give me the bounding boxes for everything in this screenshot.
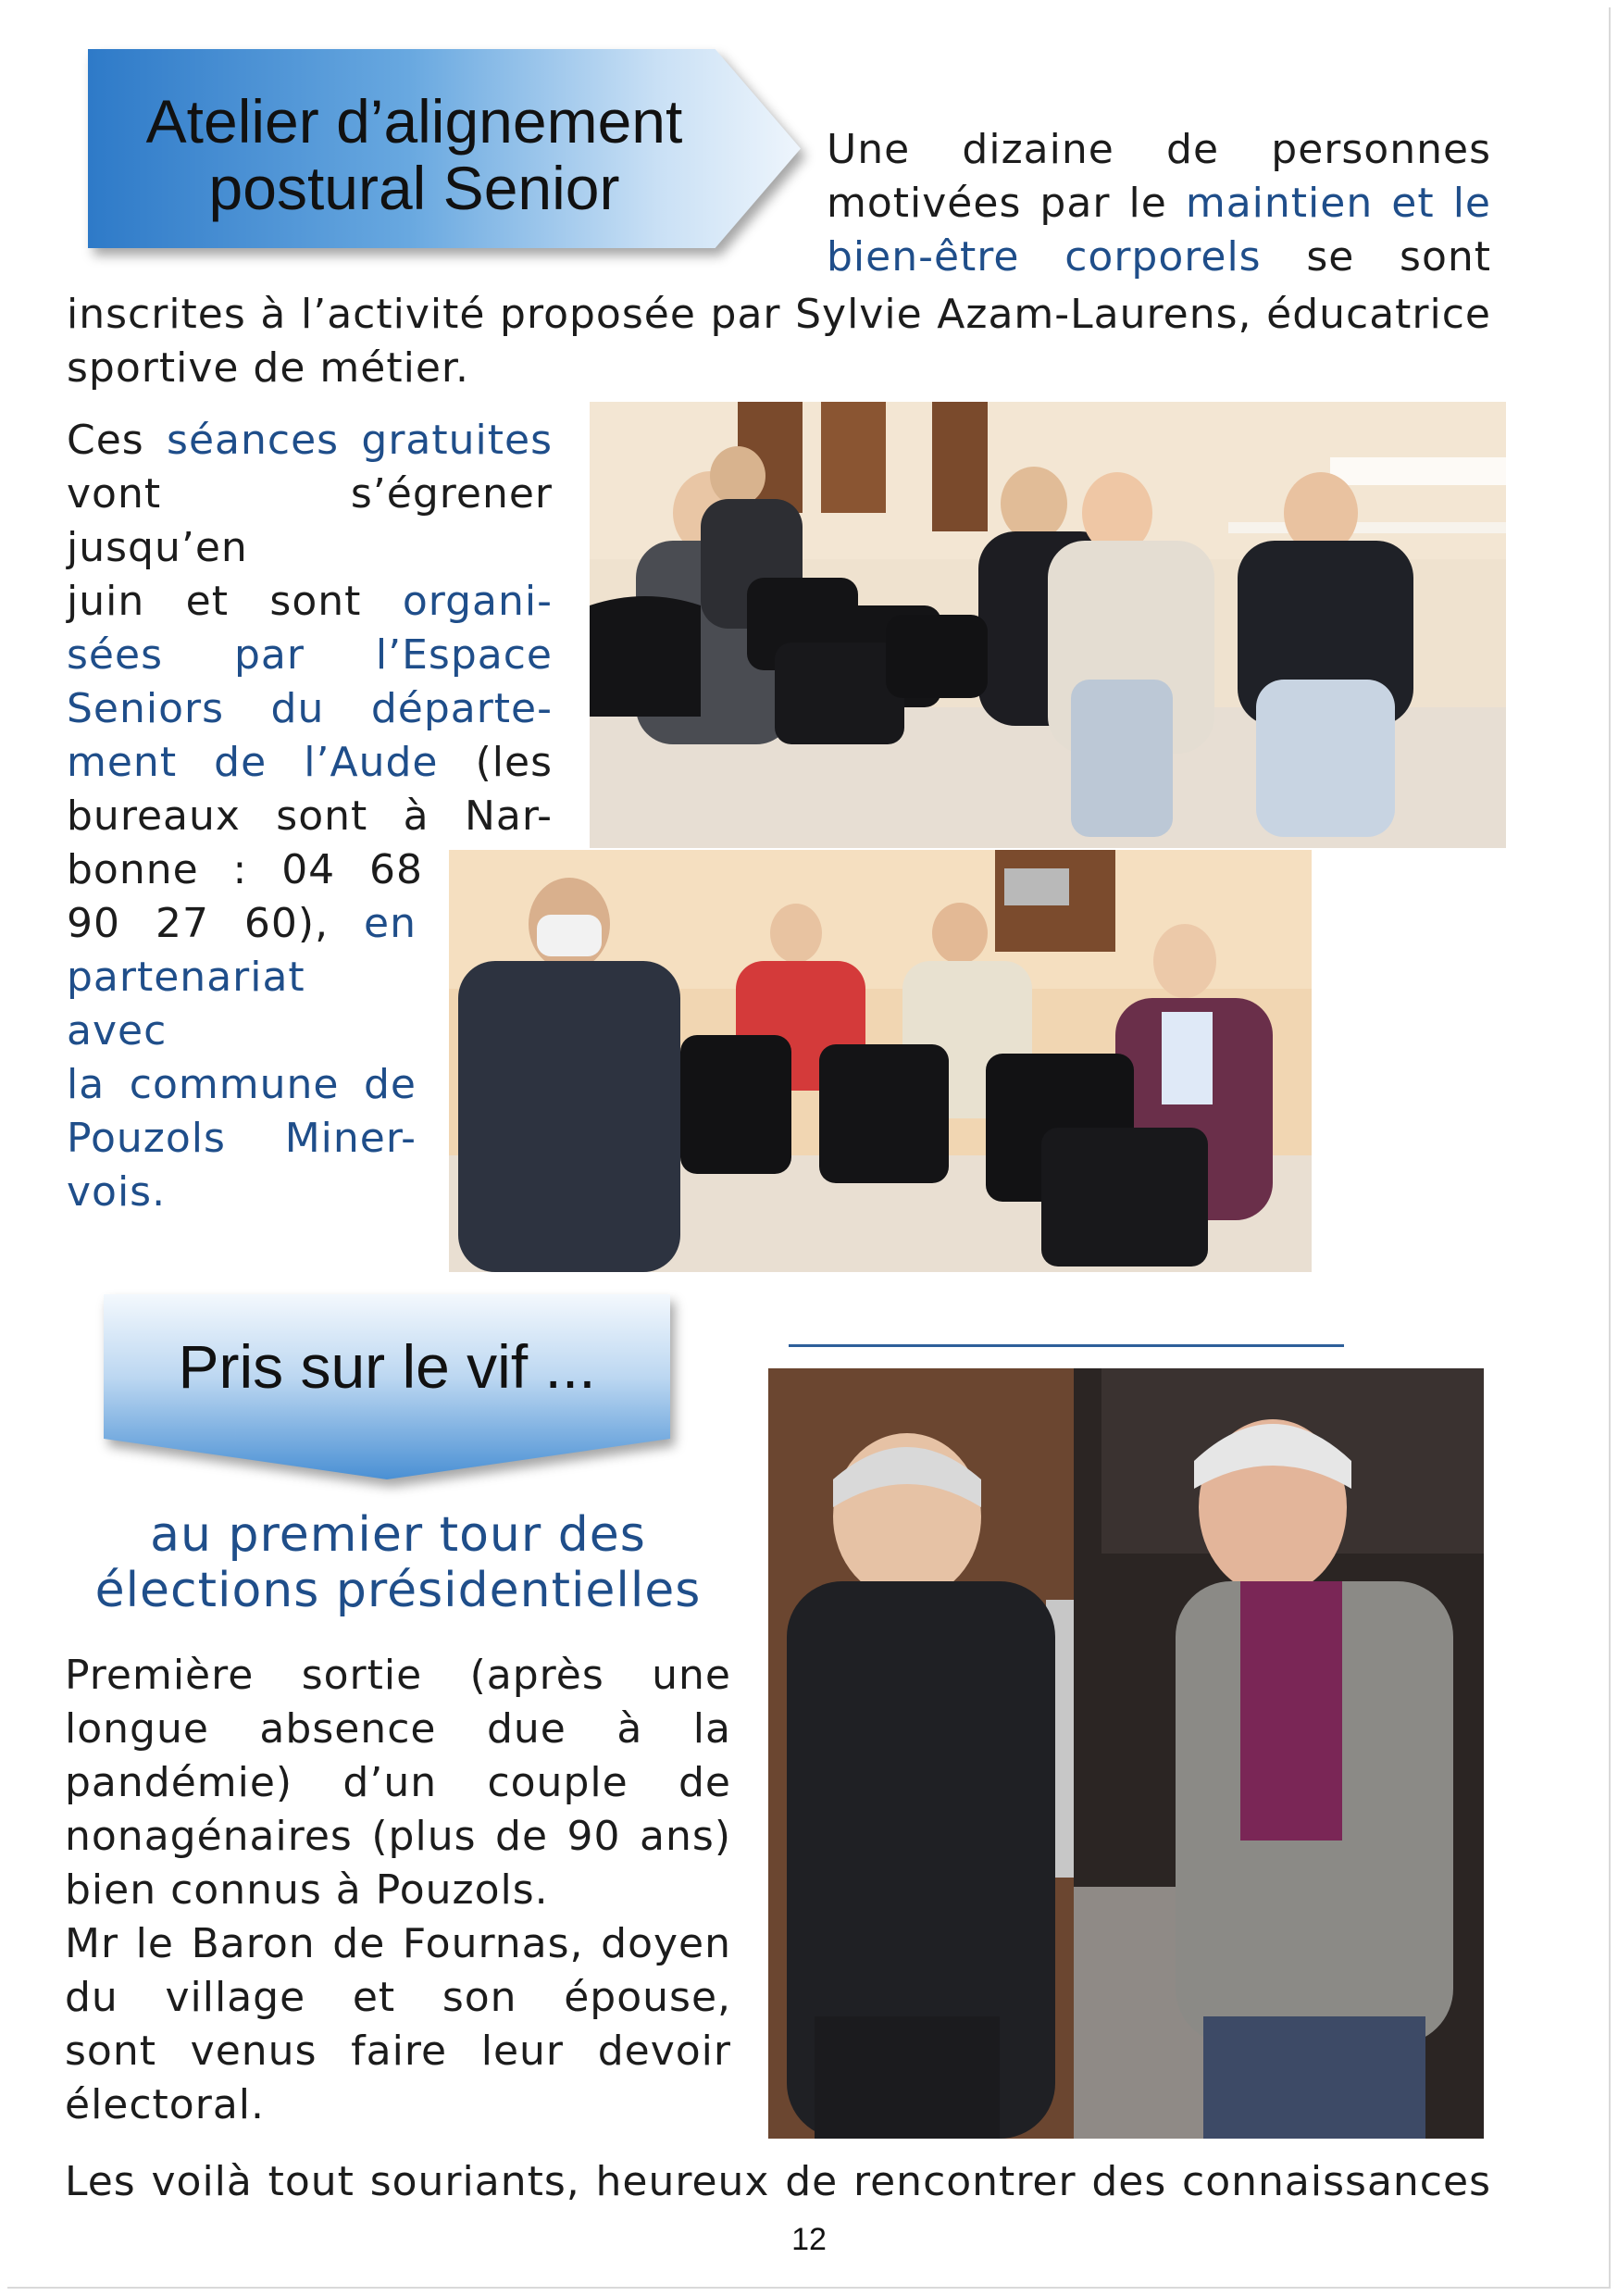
- closing-line: Les voilà tout souriants, heureux de rencontrer des connaissances: [65, 2158, 1491, 2205]
- text-span: inscrites à l’activité proposée par Sylvie Azam-Laurens, éducatrice: [67, 291, 1491, 338]
- text-line: [67, 790, 553, 843]
- text-span: sportive de métier.: [67, 344, 469, 392]
- text-line: [67, 736, 553, 790]
- text-line: longue absence due à la: [65, 1705, 731, 1753]
- highlighted-text: Pouzols Miner-: [67, 1115, 417, 1162]
- highlighted-text: bien-être corporels: [827, 233, 1262, 281]
- text-line: [827, 231, 1491, 284]
- text-line: [67, 1166, 417, 1219]
- highlighted-text: Seniors du départe-: [67, 685, 553, 732]
- highlighted-text: sées par l’Espace: [67, 631, 553, 679]
- page-number: 12: [791, 2222, 827, 2257]
- text-line: [67, 1112, 417, 1166]
- section-subtitle-line: élections présidentielles: [94, 1563, 702, 1618]
- text-line: Mr le Baron de Fournas, doyen: [65, 1920, 731, 1967]
- text-span: 90 27 60),: [67, 900, 365, 947]
- section-title: [88, 88, 741, 221]
- text-line: nonagénaires (plus de 90 ans): [65, 1813, 731, 1860]
- text-span: Ces: [67, 417, 168, 464]
- section-title-line: Atelier d’alignement: [145, 87, 683, 156]
- text-line: sont venus faire leur devoir: [65, 2028, 731, 2075]
- section-subtitle-line: au premier tour des: [150, 1507, 646, 1563]
- highlighted-text: partenariat avec: [67, 954, 305, 1054]
- text-line: [67, 1058, 417, 1112]
- body-paragraph: [67, 288, 1491, 395]
- highlighted-text: la commune de: [67, 1061, 417, 1108]
- text-span: Une dizaine de personnes: [827, 126, 1491, 173]
- text-line: [67, 288, 1491, 342]
- text-line: [67, 843, 423, 897]
- text-line: [67, 414, 553, 468]
- divider-line: [789, 1344, 1344, 1347]
- text-line: [827, 123, 1491, 177]
- highlighted-text: ment de l’Aude: [67, 739, 439, 786]
- section-title-banner: [104, 1294, 670, 1479]
- highlighted-text: organi-: [402, 578, 553, 625]
- text-span: motivées par le: [827, 180, 1186, 227]
- section-title-banner: [88, 49, 801, 248]
- text-line: [67, 629, 553, 682]
- text-line: [67, 468, 553, 575]
- text-span: (les: [438, 739, 553, 786]
- text-span: se sont: [1261, 233, 1491, 281]
- text-line: bien connus à Pouzols.: [65, 1866, 549, 1914]
- text-line: électoral.: [65, 2081, 265, 2128]
- intro-paragraph: [827, 123, 1491, 284]
- highlighted-text: séances gratuites: [167, 417, 553, 464]
- text-span: juin et sont: [67, 578, 403, 625]
- text-span: vont s’égrener jusqu’en: [67, 470, 553, 571]
- text-line: du village et son épouse,: [65, 1974, 731, 2021]
- text-line: pandémie) d’un couple de: [65, 1759, 731, 1806]
- text-line: [827, 177, 1491, 231]
- text-span: bonne : 04 68: [67, 846, 423, 893]
- section-title: Pris sur le vif ...: [178, 1332, 596, 1401]
- photo-participants-group-1: [590, 402, 1506, 848]
- highlighted-text: en: [364, 900, 417, 947]
- section-title-line: postural Senior: [208, 154, 620, 222]
- closing-paragraph: [65, 2155, 1491, 2209]
- text-line: [67, 682, 553, 736]
- text-line: [67, 897, 417, 951]
- photo-elderly-couple: [768, 1368, 1484, 2139]
- text-line: [67, 951, 417, 1058]
- section2-paragraph: [65, 1649, 731, 2132]
- highlighted-text: vois.: [67, 1168, 167, 1216]
- photo-participants-group-2: [449, 850, 1312, 1272]
- text-line: [67, 575, 553, 629]
- text-span: bureaux sont à Nar-: [67, 792, 553, 840]
- text-line: Première sortie (après une: [65, 1652, 731, 1699]
- highlighted-text: maintien et le: [1185, 180, 1491, 227]
- text-line: [67, 342, 1491, 395]
- section-subtitle: [65, 1507, 731, 1618]
